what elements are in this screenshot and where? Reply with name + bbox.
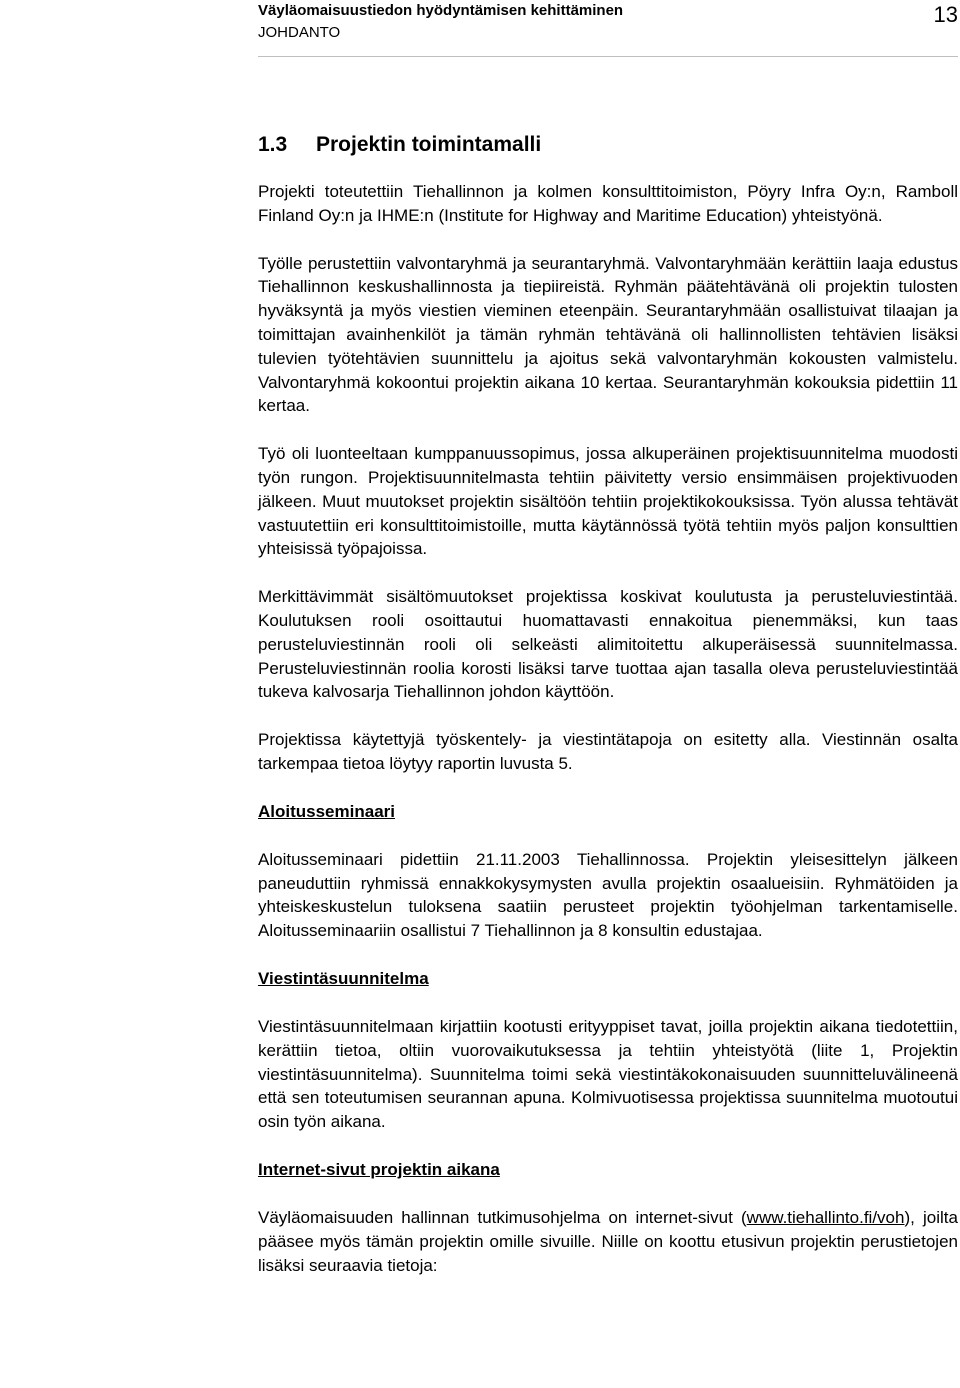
section-heading [258,130,958,160]
website-link[interactable]: www.tiehallinto.fi/voh [746,1207,905,1227]
paragraph-internet-pages [258,1206,958,1277]
paragraph-consultants: Projekti toteutettiin Tiehallinnon ja kolmen konsulttitoimiston, Pöyry Infra Oy:n, Ramboll Finland Oy:n ja IHME:n (Institute for Highway and Maritime Education) yhteistyönä. [258,182,958,225]
paragraph-groups: Työlle perustettiin valvontaryhmä ja seurantaryhmä. Valvontaryhmään kerättiin laaja edustus Tiehallinnon keskushallinnosta ja tiepiireistä. Ryhmän päätehtävänä oli projektin tulosten hyväksyntä ja myös viestien vieminen eteenpäin. Seurantaryhmään osallistuivat tilaajan ja toimittajan avainhenkilöt ja tämän ryhmän tehtävänä oli hallinnollisten tehtävien lisäksi tulevien työtehtävien suunnittelu ja ajoitus sekä valvontaryhmän kokousten valmistelu. Valvontaryhmä kokoontui projektin aikana 10 kertaa. Seurantaryhmän kokouksia pidettiin 11 kertaa. [258,253,958,416]
subheading-kickoff-seminar: Aloitusseminaari [258,801,395,821]
paragraph-changes: Merkittävimmät sisältömuutokset projektissa koskivat koulutusta ja perusteluviestintää. Koulutuksen rooli osoittautui huomattavasti ennakoitua pienemmäksi, kun taas perusteluviestinnän rooli oli selkeästi alimitoitettu alkuperäisessä suunnitelmassa. Perusteluviestinnän roolia korosti lisäksi tarve tuottaa ajan tasalla oleva perusteluviestintää tukeva kalvosarja Tiehallinnon johdon käyttöön. [258,587,958,702]
paragraph-communication-plan: Viestintäsuunnitelmaan kirjattiin kootusti erityyppiset tavat, joilla projektin aikana tiedotettiin, kerättiin tietoa, oltiin vuorovaikutuksessa ja tehtiin yhteistyötä (liite 1, Projektin viestintäsuunnitelma). Suunnitelma toimi sekä viestintäkokonaisuuden suunnitteluvälineenä että sen toteutumisen seurannan apuna. Kolmivuotisessa projektissa suunnitelma muotoutui osin työn aikana. [258,1016,958,1132]
chapter-name: JOHDANTO [258,24,341,41]
internet-text-before: Väyläomaisuuden hallinnan tutkimusohjelma on internet-sivut ( [258,1207,747,1227]
document-title: Väyläomaisuustiedon hyödyntämisen kehittäminen [258,2,624,19]
paragraph-partnership: Työ oli luonteeltaan kumppanuussopimus, jossa alkuperäinen projektisuunnitelma muodosti työn rungon. Projektisuunnitelmasta tehtiin päivitetty versio ensimmäisen projektivuoden jälkeen. Muut muutokset projektin sisältöön tehtiin projektikokouksissa. Työn alussa tehtävät vastuutettiin eri konsulttitoimistoille, mutta käytännössä työtä tehtiin myös paljon konsulttien yhteisissä työpajoissa. [258,444,958,559]
paragraph-kickoff-seminar: Aloitusseminaari pidettiin 21.11.2003 Tiehallinnossa. Projektin yleisesittelyn jälkeen paneuduttiin ryhmissä ennakkokysymysten avulla projektin osaalueisiin. Ryhmätöiden ja yhteiskeskustelun tuloksena saatiin perusteet projektin työohjelman tarkentamiselle. Aloitusseminaariin osallistui 7 Tiehallinnon ja 8 konsultin edustajaa. [258,849,958,941]
internet-text-after: ), joilta pääsee myös tämän projektin omille sivuille. Niille on koottu etusivun projektin perustietojen lisäksi seuraavia tietoja: [258,1207,958,1275]
subheading-internet-pages: Internet-sivut projektin aikana [258,1159,500,1179]
subheading-communication-plan: Viestintäsuunnitelma [258,968,429,988]
paragraph-methods: Projektissa käytettyjä työskentely- ja viestintätapoja on esitetty alla. Viestinnän osalta tarkempaa tietoa löytyy raportin luvusta 5. [258,730,958,773]
section-title: Projektin toimintamalli [316,133,542,156]
page-body [258,130,958,1277]
page-header [258,0,958,57]
page-number: 13 [933,2,958,27]
section-number: 1.3 [258,133,288,156]
